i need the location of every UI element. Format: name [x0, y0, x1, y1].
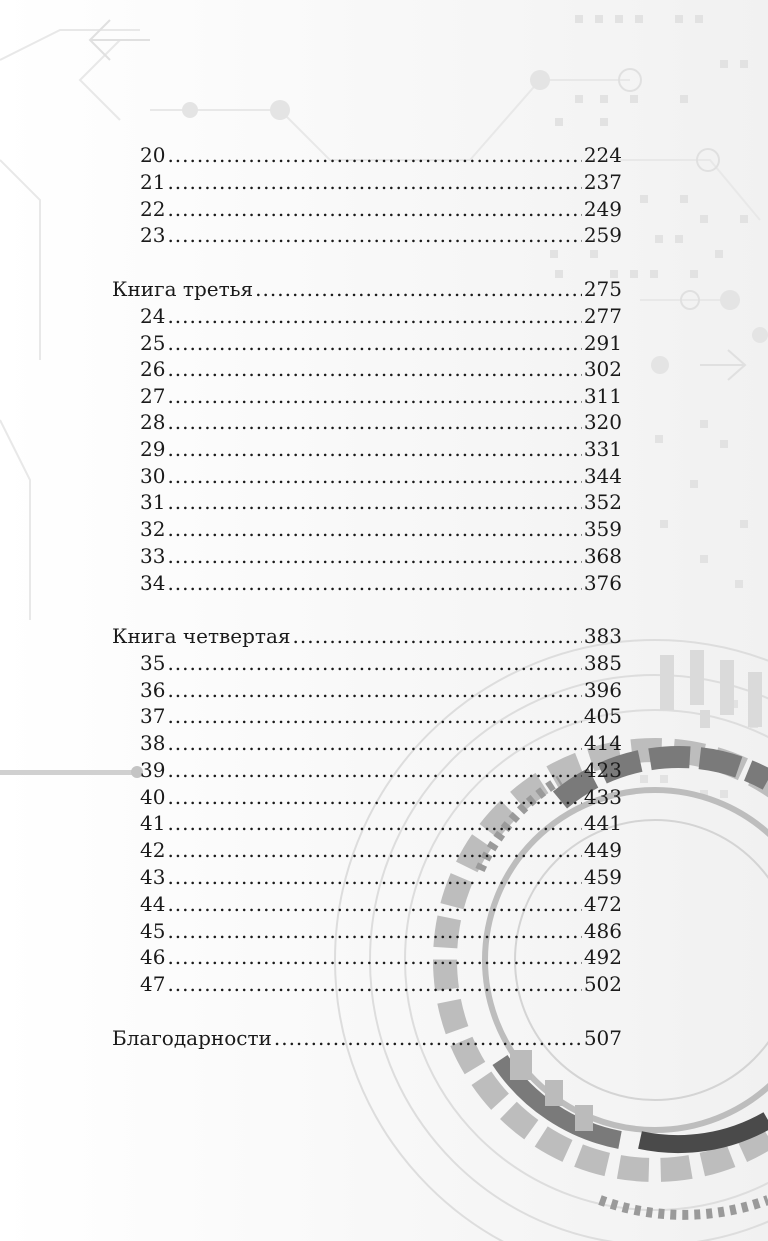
toc-entry-page: 433 [583, 785, 622, 809]
toc-entry-label: 33 [140, 544, 166, 568]
toc-entry-page: 352 [583, 490, 622, 514]
toc-acknowledgements[interactable] [112, 1025, 622, 1052]
toc-leader-dots [167, 222, 581, 249]
toc-entry-page: 507 [583, 1026, 622, 1050]
toc-leader-dots [167, 409, 581, 436]
toc-leader-dots [167, 703, 581, 730]
toc-entry-34[interactable] [140, 570, 622, 597]
toc-entry-23[interactable] [140, 222, 622, 249]
toc-leader-dots [167, 944, 581, 971]
toc-entry-label: 47 [140, 972, 166, 996]
toc-entry-page: 383 [583, 624, 622, 648]
toc-entry-page: 441 [583, 811, 622, 835]
toc-entry-label: 22 [140, 197, 166, 221]
toc-entry-page: 376 [583, 571, 622, 595]
toc-entry-43[interactable] [140, 864, 622, 891]
toc-entry-page: 423 [583, 758, 622, 782]
toc-entry-26[interactable] [140, 356, 622, 383]
toc-entry-label: 27 [140, 384, 166, 408]
toc-entry-label: Книга третья [112, 277, 254, 301]
toc-entry-page: 486 [583, 919, 622, 943]
toc-leader-dots [167, 810, 581, 837]
toc-entry-label: 21 [140, 170, 166, 194]
toc-entry-page: 359 [583, 517, 622, 541]
toc-entry-38[interactable] [140, 730, 622, 757]
toc-entry-label: Книга четвертая [112, 624, 291, 648]
toc-entry-32[interactable] [140, 516, 622, 543]
toc-entry-47[interactable] [140, 971, 622, 998]
toc-leader-dots [167, 570, 581, 597]
toc-entry-label: 40 [140, 785, 166, 809]
toc-entry-31[interactable] [140, 489, 622, 516]
toc-leader-dots [167, 918, 581, 945]
toc-entry-page: 275 [583, 277, 622, 301]
toc-entry-label: 28 [140, 410, 166, 434]
toc-entry-36[interactable] [140, 677, 622, 704]
toc-book-three[interactable] [112, 276, 622, 303]
toc-entry-page: 237 [583, 170, 622, 194]
toc-entry-label: 35 [140, 651, 166, 675]
toc-entry-label: 23 [140, 223, 166, 247]
toc-leader-dots [167, 356, 581, 383]
toc-entry-label: 26 [140, 357, 166, 381]
toc-entry-39[interactable] [140, 757, 622, 784]
toc-entry-page: 344 [583, 464, 622, 488]
toc-leader-dots [274, 1025, 582, 1052]
toc-entry-label: 39 [140, 758, 166, 782]
toc-leader-dots [255, 276, 582, 303]
toc-entry-20[interactable] [140, 142, 622, 169]
toc-leader-dots [167, 303, 581, 330]
toc-leader-dots [167, 169, 581, 196]
toc-entry-page: 291 [583, 331, 622, 355]
toc-leader-dots [167, 489, 581, 516]
toc-entry-page: 472 [583, 892, 622, 916]
toc-entry-page: 414 [583, 731, 622, 755]
toc-entry-label: 29 [140, 437, 166, 461]
toc-entry-page: 405 [583, 704, 622, 728]
toc-entry-40[interactable] [140, 784, 622, 811]
toc-entry-24[interactable] [140, 303, 622, 330]
toc-leader-dots [167, 677, 581, 704]
toc-entry-page: 259 [583, 223, 622, 247]
toc-entry-page: 459 [583, 865, 622, 889]
toc-leader-dots [167, 891, 581, 918]
toc-entry-37[interactable] [140, 703, 622, 730]
toc-entry-page: 502 [583, 972, 622, 996]
toc-entry-label: 41 [140, 811, 166, 835]
toc-entry-page: 277 [583, 304, 622, 328]
toc-leader-dots [167, 543, 581, 570]
toc-entry-label: Благодарности [112, 1026, 272, 1050]
toc-leader-dots [167, 383, 581, 410]
toc-leader-dots [293, 623, 582, 650]
toc-entry-page: 492 [583, 945, 622, 969]
toc-leader-dots [167, 837, 581, 864]
toc-entry-label: 32 [140, 517, 166, 541]
toc-entry-label: 44 [140, 892, 166, 916]
toc-entry-label: 34 [140, 571, 166, 595]
toc-leader-dots [167, 730, 581, 757]
toc-entry-29[interactable] [140, 436, 622, 463]
toc-entry-page: 449 [583, 838, 622, 862]
toc-entry-page: 396 [583, 678, 622, 702]
toc-entry-label: 45 [140, 919, 166, 943]
toc-entry-42[interactable] [140, 837, 622, 864]
toc-entry-page: 249 [583, 197, 622, 221]
toc-entry-page: 368 [583, 544, 622, 568]
toc-entry-label: 46 [140, 945, 166, 969]
toc-entry-page: 331 [583, 437, 622, 461]
toc-leader-dots [167, 142, 581, 169]
toc-entry-label: 30 [140, 464, 166, 488]
toc-entry-label: 25 [140, 331, 166, 355]
toc-entry-46[interactable] [140, 944, 622, 971]
toc-leader-dots [167, 463, 581, 490]
toc-leader-dots [167, 757, 581, 784]
toc-entry-30[interactable] [140, 463, 622, 490]
toc-leader-dots [167, 330, 581, 357]
toc-entry-45[interactable] [140, 918, 622, 945]
toc-entry-label: 24 [140, 304, 166, 328]
toc-entry-page: 320 [583, 410, 622, 434]
toc-entry-27[interactable] [140, 383, 622, 410]
toc-leader-dots [167, 784, 581, 811]
toc-book-four[interactable] [112, 623, 622, 650]
toc-leader-dots [167, 516, 581, 543]
toc-entry-label: 36 [140, 678, 166, 702]
toc-entry-label: 42 [140, 838, 166, 862]
toc-entry-41[interactable] [140, 810, 622, 837]
toc-entry-44[interactable] [140, 891, 622, 918]
toc-entry-page: 311 [583, 384, 622, 408]
toc-leader-dots [167, 436, 581, 463]
toc-leader-dots [167, 864, 581, 891]
toc-entry-22[interactable] [140, 196, 622, 223]
toc-entry-label: 37 [140, 704, 166, 728]
toc-entry-label: 31 [140, 490, 166, 514]
toc-entry-25[interactable] [140, 330, 622, 357]
toc-entry-label: 38 [140, 731, 166, 755]
toc-entry-33[interactable] [140, 543, 622, 570]
toc-leader-dots [167, 971, 581, 998]
toc-entry-label: 43 [140, 865, 166, 889]
toc-leader-dots [167, 650, 581, 677]
toc-entry-21[interactable] [140, 169, 622, 196]
toc-entry-page: 224 [583, 143, 622, 167]
toc-entry-35[interactable] [140, 650, 622, 677]
toc-entry-28[interactable] [140, 409, 622, 436]
toc-entry-page: 302 [583, 357, 622, 381]
toc-entry-label: 20 [140, 143, 166, 167]
toc-entry-page: 385 [583, 651, 622, 675]
toc-leader-dots [167, 196, 581, 223]
